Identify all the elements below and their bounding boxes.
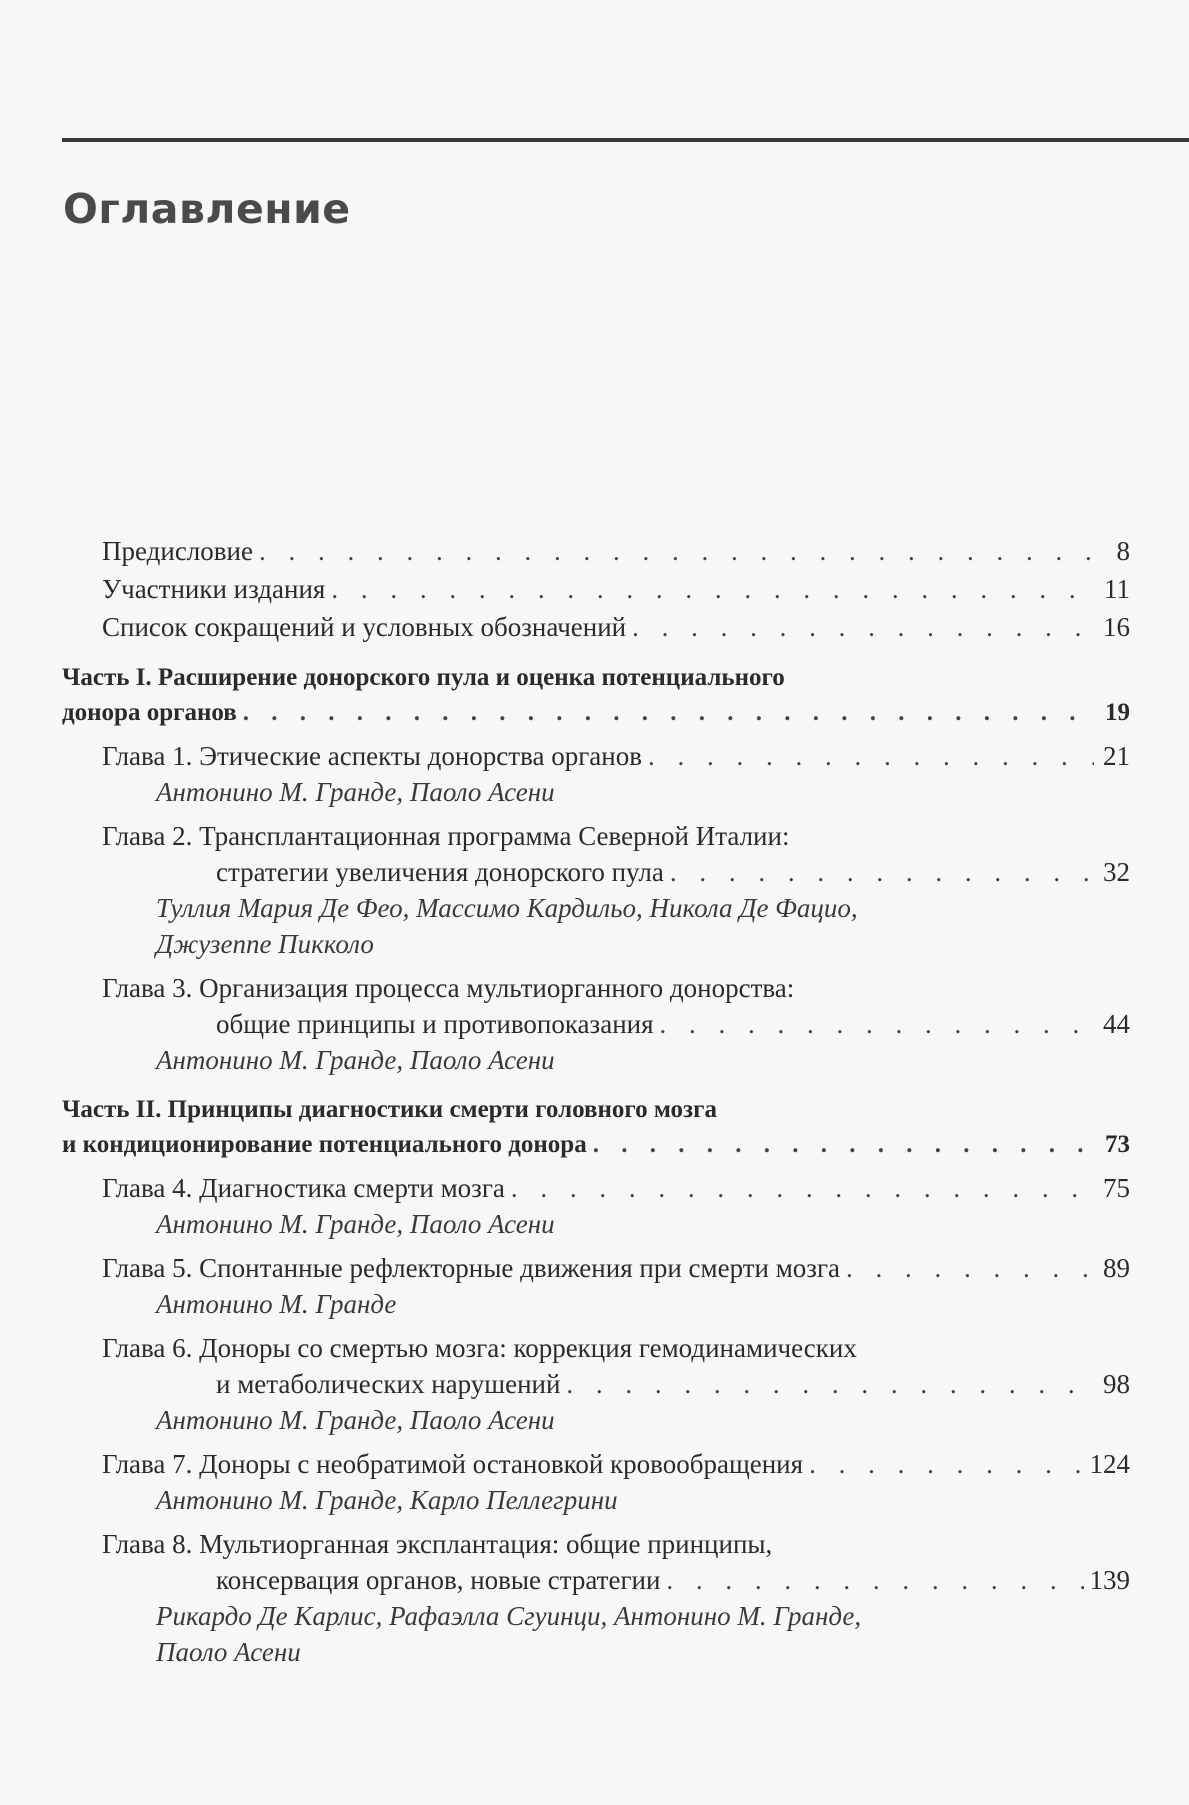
chapter-authors: Антонино М. Гранде, Паоло Асени — [156, 1209, 555, 1239]
dot-leader — [331, 570, 1094, 608]
chapter-authors: Антонино М. Гранде, Паоло Асени — [156, 1045, 555, 1075]
chapter-entry — [62, 970, 1130, 1078]
toc-entry-title: Глава 5. Спонтанные рефлекторные движения при смерти мозга — [102, 1253, 841, 1283]
toc-entry-title: консервация органов, новые стратегии — [216, 1565, 661, 1595]
toc-entry-title: Глава 6. Доноры со смертью мозга: коррекция гемодинамических — [102, 1333, 857, 1363]
dot-leader — [566, 1366, 1094, 1402]
dot-leader — [632, 608, 1094, 646]
toc-entry-title: Часть II. Принципы диагностики смерти головного мозга — [62, 1096, 717, 1123]
chapter-entry — [62, 738, 1130, 810]
toc-page-number: 124 — [1089, 1449, 1130, 1479]
dot-leader — [593, 1127, 1094, 1162]
toc-line — [102, 738, 1130, 774]
chapter-entry — [62, 1446, 1130, 1518]
part-section — [62, 660, 1130, 1078]
toc-line — [62, 1092, 1130, 1127]
toc-line — [102, 1446, 1130, 1482]
toc-line — [102, 1250, 1130, 1286]
dot-leader — [809, 1446, 1083, 1482]
toc-page-number: 98 — [1103, 1369, 1130, 1399]
toc-line — [102, 1562, 1130, 1598]
toc-entry-title: донора органов — [62, 699, 237, 726]
chapter-authors: Джузеппе Пикколо — [156, 929, 374, 959]
toc-line — [102, 1330, 1130, 1366]
chapter-entry — [62, 1526, 1130, 1670]
toc-entry-title: Глава 8. Мультиорганная эксплантация: общие принципы, — [102, 1529, 773, 1559]
toc-page-number: 44 — [1103, 1009, 1130, 1039]
toc-entry-title: Глава 1. Этические аспекты донорства органов — [102, 741, 642, 771]
toc-entry-title: Глава 4. Диагностика смерти мозга — [102, 1173, 505, 1203]
part-heading — [62, 1092, 1130, 1162]
toc-page-number: 73 — [1105, 1131, 1130, 1158]
toc-entry-title: стратегии увеличения донорского пула — [216, 857, 664, 887]
chapter-authors: Туллия Мария Де Фео, Массимо Кардильо, Никола Де Фацио, — [156, 893, 858, 923]
chapter-entry — [62, 818, 1130, 962]
toc-page-number: 16 — [1103, 612, 1130, 642]
dot-leader — [511, 1170, 1094, 1206]
toc-line — [102, 532, 1130, 570]
part-heading — [62, 660, 1130, 730]
toc-entry-title: и кондиционирование потенциального донора — [62, 1131, 587, 1158]
toc-entry-title: и метаболических нарушений — [216, 1369, 561, 1399]
toc-line — [102, 1006, 1130, 1042]
dot-leader — [660, 1006, 1094, 1042]
chapter-authors: Антонино М. Гранде, Паоло Асени — [156, 777, 555, 807]
toc-line — [102, 818, 1130, 854]
toc-page-number: 75 — [1103, 1173, 1130, 1203]
chapter-authors: Антонино М. Гранде, Паоло Асени — [156, 1405, 555, 1435]
toc-page-number: 21 — [1103, 741, 1130, 771]
toc-entry-title: Глава 7. Доноры с необратимой остановкой кровообращения — [102, 1449, 804, 1479]
toc-entry-title: Часть I. Расширение донорского пула и оценка потенциального — [62, 664, 785, 691]
chapter-entry — [62, 1330, 1130, 1438]
toc-page-number: 139 — [1089, 1565, 1130, 1595]
toc-line — [102, 854, 1130, 890]
chapter-authors: Паоло Асени — [156, 1637, 301, 1667]
toc-line — [102, 1526, 1130, 1562]
toc-line — [62, 695, 1130, 730]
toc-entry-title: Список сокращений и условных обозначений — [102, 612, 627, 642]
toc-page-number: 32 — [1103, 857, 1130, 887]
toc-line — [102, 1170, 1130, 1206]
dot-leader — [243, 695, 1094, 730]
toc-entry-title: Глава 2. Трансплантационная программа Северной Италии: — [102, 821, 790, 851]
dot-leader — [648, 738, 1094, 774]
chapter-authors: Антонино М. Гранде, Карло Пеллегрини — [156, 1485, 618, 1515]
toc-page-number: 11 — [1104, 574, 1130, 604]
chapter-authors: Рикардо Де Карлис, Рафаэлла Сгуинци, Антонино М. Гранде, — [156, 1601, 862, 1631]
table-of-contents — [62, 532, 1130, 1670]
toc-entry-title: общие принципы и противопоказания — [216, 1009, 654, 1039]
toc-entry-title: Участники издания — [102, 574, 326, 604]
toc-page-number: 8 — [1116, 536, 1130, 566]
toc-line — [102, 608, 1130, 646]
part-section — [62, 1092, 1130, 1670]
toc-page-number: 19 — [1105, 699, 1130, 726]
toc-line — [102, 1366, 1130, 1402]
toc-line — [102, 970, 1130, 1006]
dot-leader — [670, 854, 1094, 890]
toc-line — [62, 1127, 1130, 1162]
chapter-entry — [62, 1250, 1130, 1322]
toc-page-number: 89 — [1103, 1253, 1130, 1283]
front-matter-list — [62, 532, 1130, 646]
dot-leader — [846, 1250, 1094, 1286]
page-title: Оглавление — [63, 185, 351, 233]
dot-leader — [666, 1562, 1083, 1598]
chapter-entry — [62, 1170, 1130, 1242]
toc-line — [62, 660, 1130, 695]
toc-entry-title: Глава 3. Организация процесса мультиорганного донорства: — [102, 973, 795, 1003]
toc-entry-title: Предисловие — [102, 536, 253, 566]
dot-leader — [259, 532, 1094, 570]
chapter-authors: Антонино М. Гранде — [156, 1289, 397, 1319]
header-rule — [62, 138, 1189, 142]
toc-line — [102, 570, 1130, 608]
